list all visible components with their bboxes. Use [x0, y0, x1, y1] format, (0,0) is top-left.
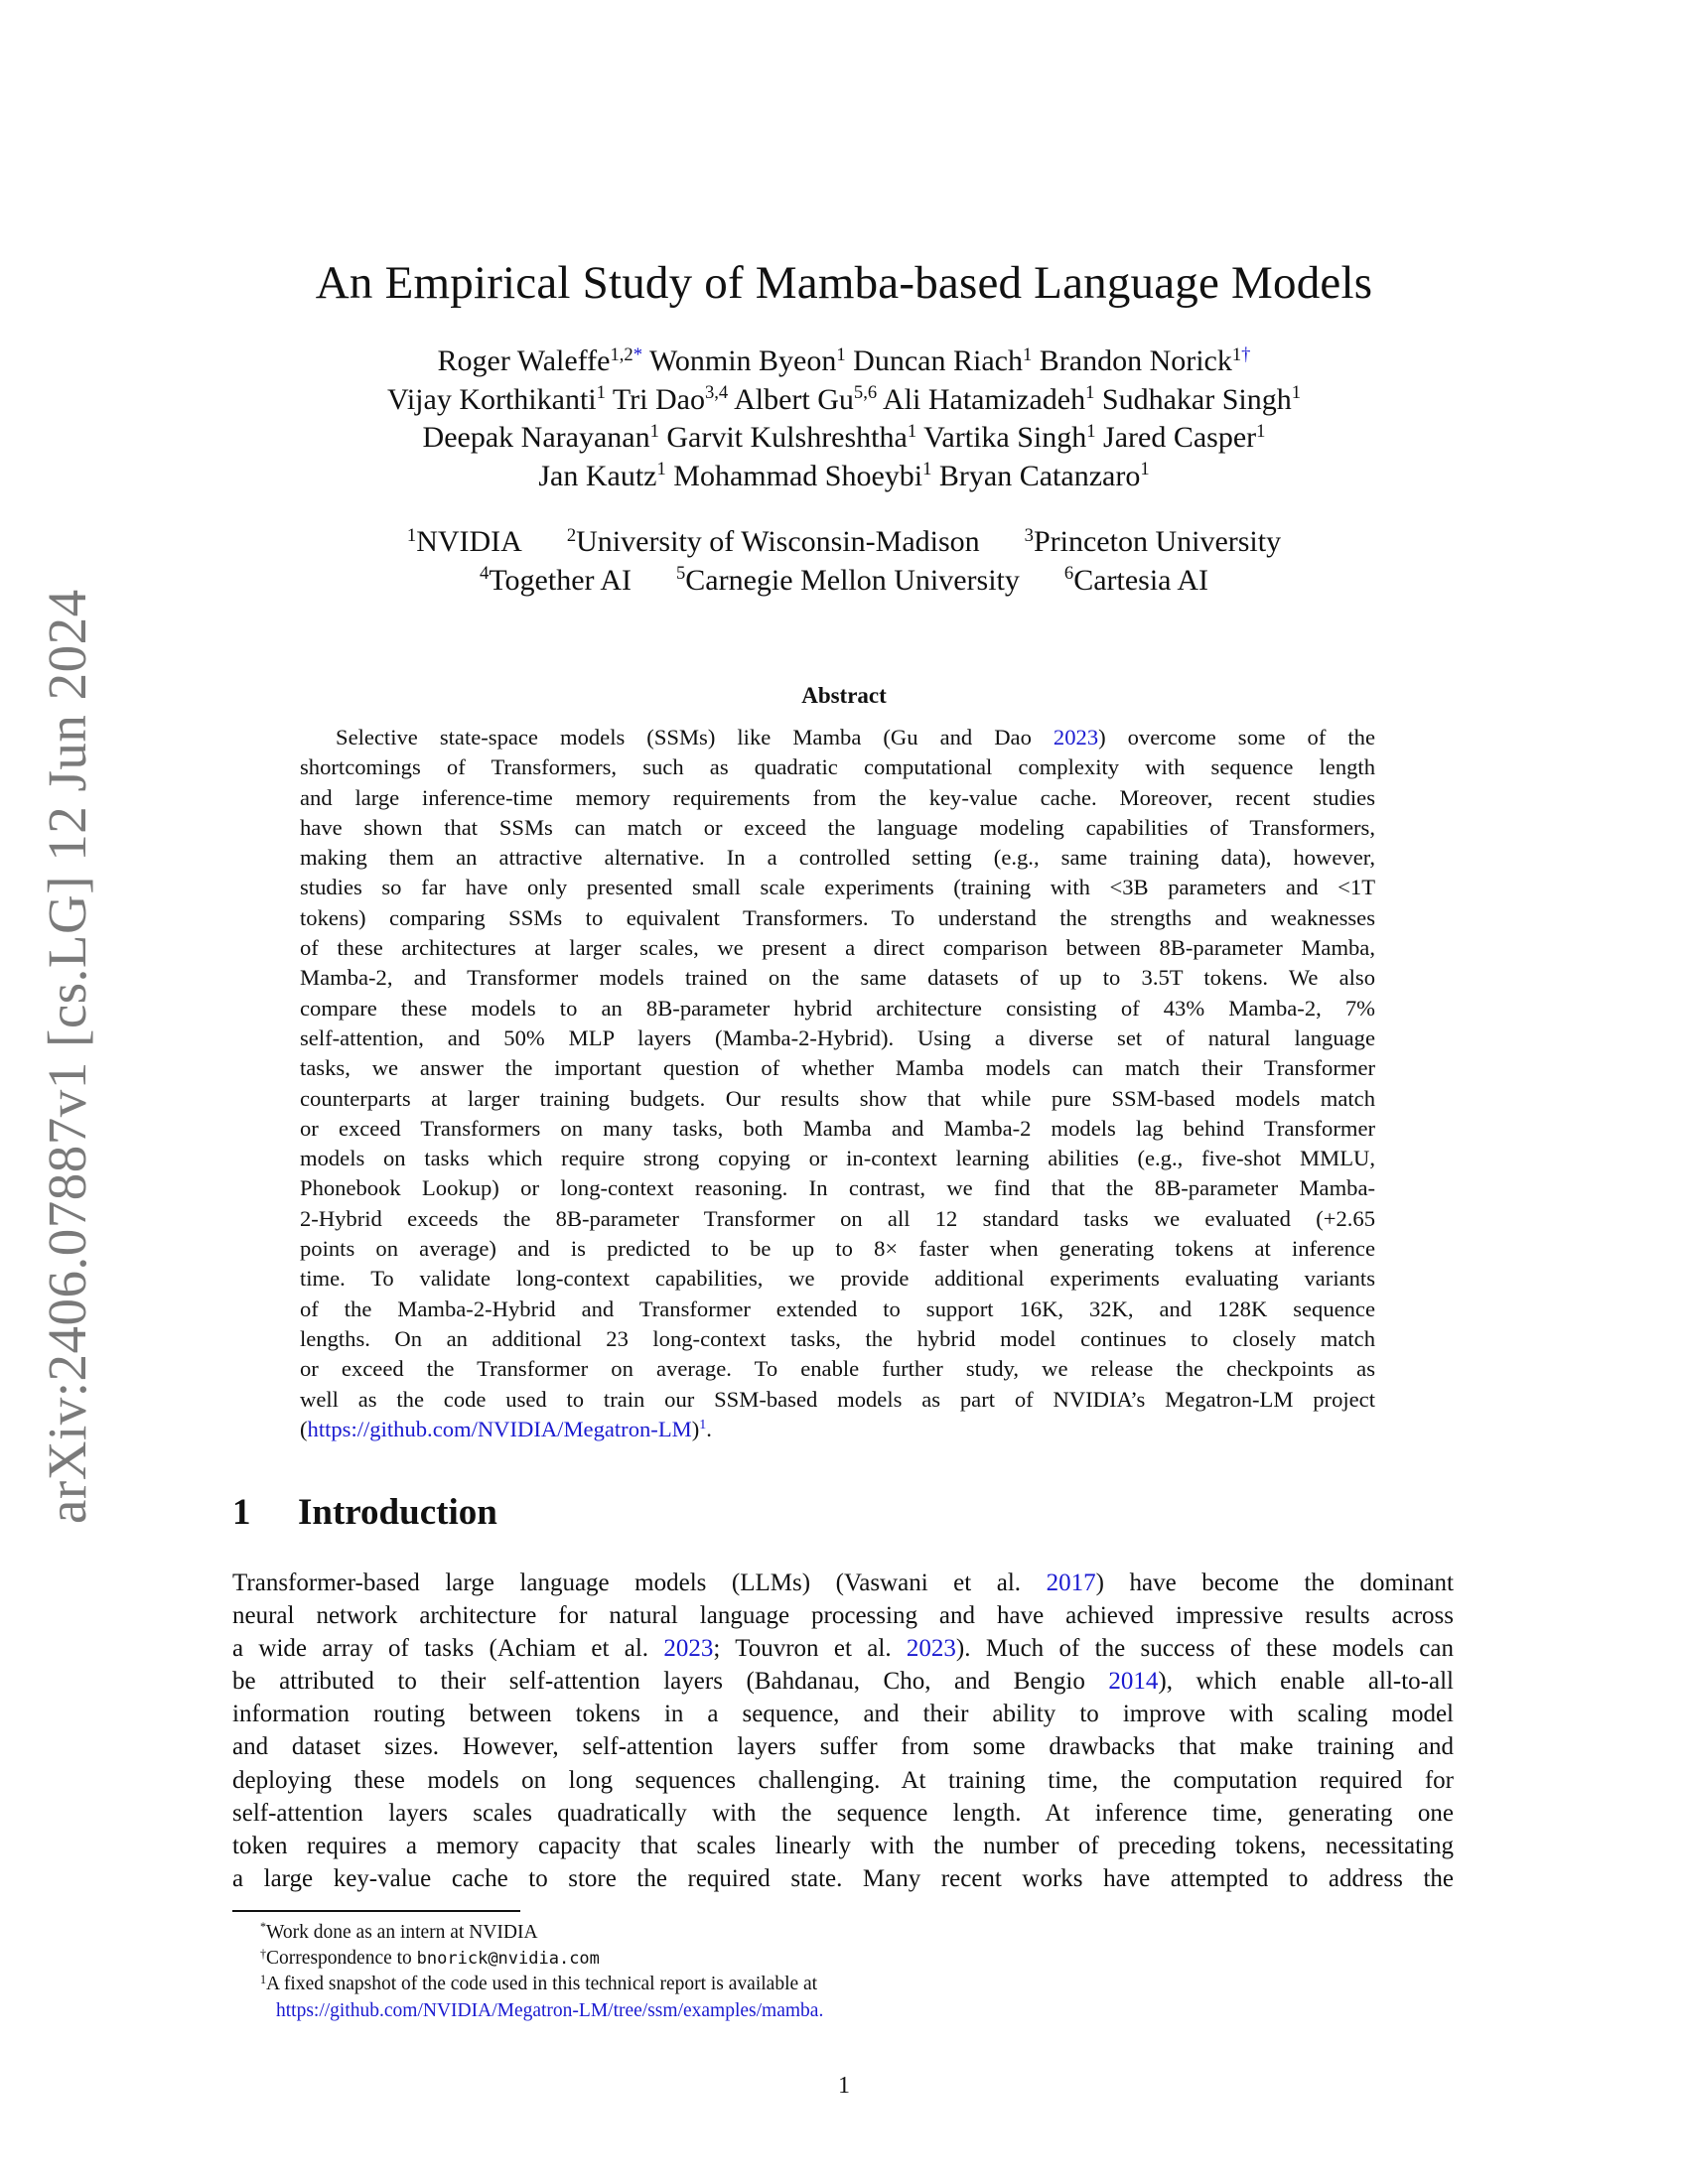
author-line-3: [0, 419, 1688, 458]
author-name: Garvit Kulshreshtha: [666, 421, 908, 454]
author-name: Jan Kautz: [538, 459, 657, 492]
abstract-line: and large inference-time memory requirements from the key-value cache. Moreover, recent studies: [300, 784, 1375, 810]
author-affil-sup: 1,2*: [610, 343, 642, 365]
citation-link[interactable]: 2023: [663, 1635, 714, 1663]
author-name: Ali Hatamizadeh: [883, 382, 1086, 416]
arxiv-stamp: arXiv:2406.07887v1 [cs.LG] 12 Jun 2024: [37, 589, 97, 1524]
author-name: Wonmin Byeon: [648, 344, 837, 377]
author-name: Albert Gu: [734, 382, 854, 416]
citation-link[interactable]: 2014: [1108, 1668, 1159, 1696]
citation-link[interactable]: 2023: [1053, 725, 1099, 750]
abstract-line: or exceed the Transformer on average. To enable further study, we release the checkpoints as: [300, 1356, 1375, 1382]
author-affil-sup: 1: [922, 459, 932, 480]
author-name: Sudhakar Singh: [1101, 382, 1292, 416]
author-affil-sup: 1: [1291, 382, 1302, 404]
author-name: Tri Dao: [612, 382, 705, 416]
abstract-line: self-attention, and 50% MLP layers (Mamba-2-Hybrid). Using a diverse set of natural language: [300, 1024, 1375, 1050]
author-affil-sup: 1†: [1231, 343, 1251, 365]
footnote-marker-link[interactable]: *: [633, 343, 642, 365]
footnote-intern: *Work done as an intern at NVIDIA: [260, 1920, 538, 1943]
citation-link[interactable]: 2017: [1046, 1570, 1096, 1596]
author-name: Duncan Riach: [853, 344, 1023, 377]
affiliation: University of Wisconsin-Madison: [576, 525, 980, 558]
author-name: Bryan Catanzaro: [938, 459, 1141, 492]
section-title: Introduction: [298, 1492, 497, 1533]
footnote-correspondence: †Correspondence to bnorick@nvidia.com: [260, 1946, 600, 1970]
abstract-line: models on tasks which require strong copying or in-context learning abilities (e.g., five-shot MMLU,: [300, 1146, 1375, 1171]
body-line: a wide array of tasks (Achiam et al. 2023; Touvron et al. 2023). Much of the success of these models can: [232, 1635, 1454, 1663]
affiliation-line-2: $^4$Together AI $^5$Carnegie Mellon University $^6$Cartesia AI: [480, 563, 1208, 597]
abstract-heading: Abstract: [801, 683, 887, 708]
author-list: [0, 342, 1688, 495]
abstract-line: time. To validate long-context capabilities, we provide additional experiments evaluating variants: [300, 1266, 1375, 1292]
affiliation: Carnegie Mellon University: [685, 563, 1020, 597]
author-name: Vartika Singh: [923, 421, 1087, 454]
author-name: Deepak Narayanan: [422, 421, 650, 454]
author-affil-sup: 1: [836, 343, 846, 365]
author-name: Brandon Norick: [1039, 344, 1232, 377]
abstract-line: (https://github.com/NVIDIA/Megatron-LM)$^1$.: [300, 1416, 712, 1441]
footnote-rule: [232, 1910, 520, 1912]
abstract-line: Selective state-space models (SSMs) like Mamba (Gu and Dao 2023) overcome some of the: [336, 725, 1375, 750]
body-line: self-attention layers scales quadratically with the sequence length. At inference time, generating one: [232, 1799, 1454, 1827]
body-line: be attributed to their self-attention layers (Bahdanau, Cho, and Bengio 2014), which enable all-to-all: [232, 1668, 1454, 1696]
author-affil-sup: 1: [1256, 420, 1266, 442]
section-number: 1: [232, 1492, 251, 1533]
abstract-line: tokens) comparing SSMs to equivalent Transformers. To understand the strengths and weaknesses: [300, 904, 1375, 930]
footnote-marker-link[interactable]: †: [1241, 343, 1251, 365]
abstract-line: shortcomings of Transformers, such as quadratic computational complexity with sequence length: [300, 754, 1375, 780]
footnote-code-snapshot: $^1$A fixed snapshot of the code used in this technical report is available at: [260, 1972, 818, 1995]
author-line-1: [0, 342, 1688, 381]
author-name: Roger Waleffe: [437, 344, 611, 377]
abstract-line: or exceed Transformers on many tasks, both Mamba and Mamba-2 models lag behind Transformer: [300, 1115, 1375, 1141]
code-snapshot-link[interactable]: https://github.com/NVIDIA/Megatron-LM/tree/ssm/examples/mamba: [276, 1999, 819, 2021]
abstract-line: well as the code used to train our SSM-based models as part of NVIDIA’s Megatron-LM project: [300, 1386, 1375, 1412]
author-affil-sup: 1: [907, 420, 917, 442]
footnotes: [260, 1920, 823, 2024]
author-name: Vijay Korthikanti: [386, 382, 597, 416]
paper-title: An Empirical Study of Mamba-based Language Models: [315, 257, 1373, 309]
affiliation: Cartesia AI: [1073, 563, 1208, 597]
body-line: deploying these models on long sequences challenging. At training time, the computation required for: [232, 1766, 1454, 1794]
footnote-link-line: https://github.com/NVIDIA/Megatron-LM/tree/ssm/examples/mamba.: [276, 1999, 824, 2021]
affiliation: NVIDIA: [416, 525, 522, 558]
page-number: 1: [838, 2073, 850, 2099]
author-affil-sup: 1: [1140, 459, 1150, 480]
section-heading-introduction: [232, 1491, 497, 1534]
affiliation: Princeton University: [1033, 525, 1282, 558]
author-affil-sup: 1: [596, 382, 606, 404]
abstract-body: [300, 723, 1375, 1444]
author-affil-sup: 1: [1085, 382, 1095, 404]
body-line: information routing between tokens in a sequence, and their ability to improve with scaling model: [232, 1701, 1454, 1728]
author-affil-sup: 1: [1022, 343, 1033, 365]
citation-link[interactable]: 2023: [906, 1635, 956, 1663]
abstract-line: compare these models to an 8B-parameter hybrid architecture consisting of 43% Mamba-2, 7%: [300, 995, 1375, 1021]
author-affil-sup: 1: [1086, 420, 1096, 442]
affiliations: [0, 523, 1688, 600]
body-line: token requires a memory capacity that scales linearly with the number of preceding tokens, necessitating: [232, 1832, 1454, 1859]
footnote-1-link[interactable]: 1: [699, 1418, 707, 1433]
author-line-2: [0, 381, 1688, 420]
abstract-line: 2-Hybrid exceeds the 8B-parameter Transformer on all 12 standard tasks we evaluated (+2.65: [300, 1205, 1375, 1231]
affiliation-line-1: $^1$NVIDIA $^2$University of Wisconsin-Madison $^3$Princeton University: [406, 524, 1282, 558]
introduction-body: [232, 1567, 1454, 1895]
abstract-line: counterparts at larger training budgets. Our results show that while pure SSM-based models match: [300, 1085, 1375, 1111]
abstract-line: Phonebook Lookup) or long-context reasoning. In contrast, we find that the 8B-parameter Mamba-: [300, 1175, 1375, 1201]
abstract-line: studies so far have only presented small scale experiments (training with <3B parameters and <1T: [300, 875, 1375, 900]
abstract-line: tasks, we answer the important question of whether Mamba models can match their Transformer: [300, 1055, 1375, 1081]
body-line: and dataset sizes. However, self-attention layers suffer from some drawbacks that make training and: [232, 1733, 1454, 1761]
correspondence-email: bnorick@nvidia.com: [416, 1949, 600, 1970]
abstract-line: points on average) and is predicted to be up to 8× faster when generating tokens at inference: [300, 1236, 1375, 1262]
abstract-line: of these architectures at larger scales, we present a direct comparison between 8B-parameter Mamba,: [300, 935, 1375, 961]
body-line: neural network architecture for natural language processing and have achieved impressive results across: [232, 1602, 1454, 1630]
author-affil-sup: 1: [649, 420, 659, 442]
abstract-line: making them an attractive alternative. In a controlled setting (e.g., same training data), however,: [300, 845, 1375, 871]
author-name: Mohammad Shoeybi: [673, 459, 923, 492]
megatron-repo-link[interactable]: https://github.com/NVIDIA/Megatron-LM: [307, 1416, 692, 1441]
affiliation: Together AI: [489, 563, 632, 597]
abstract-line: have shown that SSMs can match or exceed the language modeling capabilities of Transformers,: [300, 814, 1375, 840]
abstract-line: lengths. On an additional 23 long-context tasks, the hybrid model continues to closely match: [300, 1325, 1375, 1351]
author-affil-sup: 1: [656, 459, 666, 480]
author-name: Jared Casper: [1103, 421, 1257, 454]
body-line: Transformer-based large language models (LLMs) (Vaswani et al. 2017) have become the dominant: [232, 1570, 1454, 1596]
author-affil-sup: 3,4: [704, 382, 729, 404]
body-line: a large key-value cache to store the required state. Many recent works have attempted to address the: [232, 1864, 1454, 1892]
abstract-line: of the Mamba-2-Hybrid and Transformer extended to support 16K, 32K, and 128K sequence: [300, 1296, 1375, 1321]
abstract-line: Mamba-2, and Transformer models trained on the same datasets of up to 3.5T tokens. We also: [300, 965, 1375, 991]
author-affil-sup: 5,6: [853, 382, 878, 404]
author-line-4: [0, 458, 1688, 496]
